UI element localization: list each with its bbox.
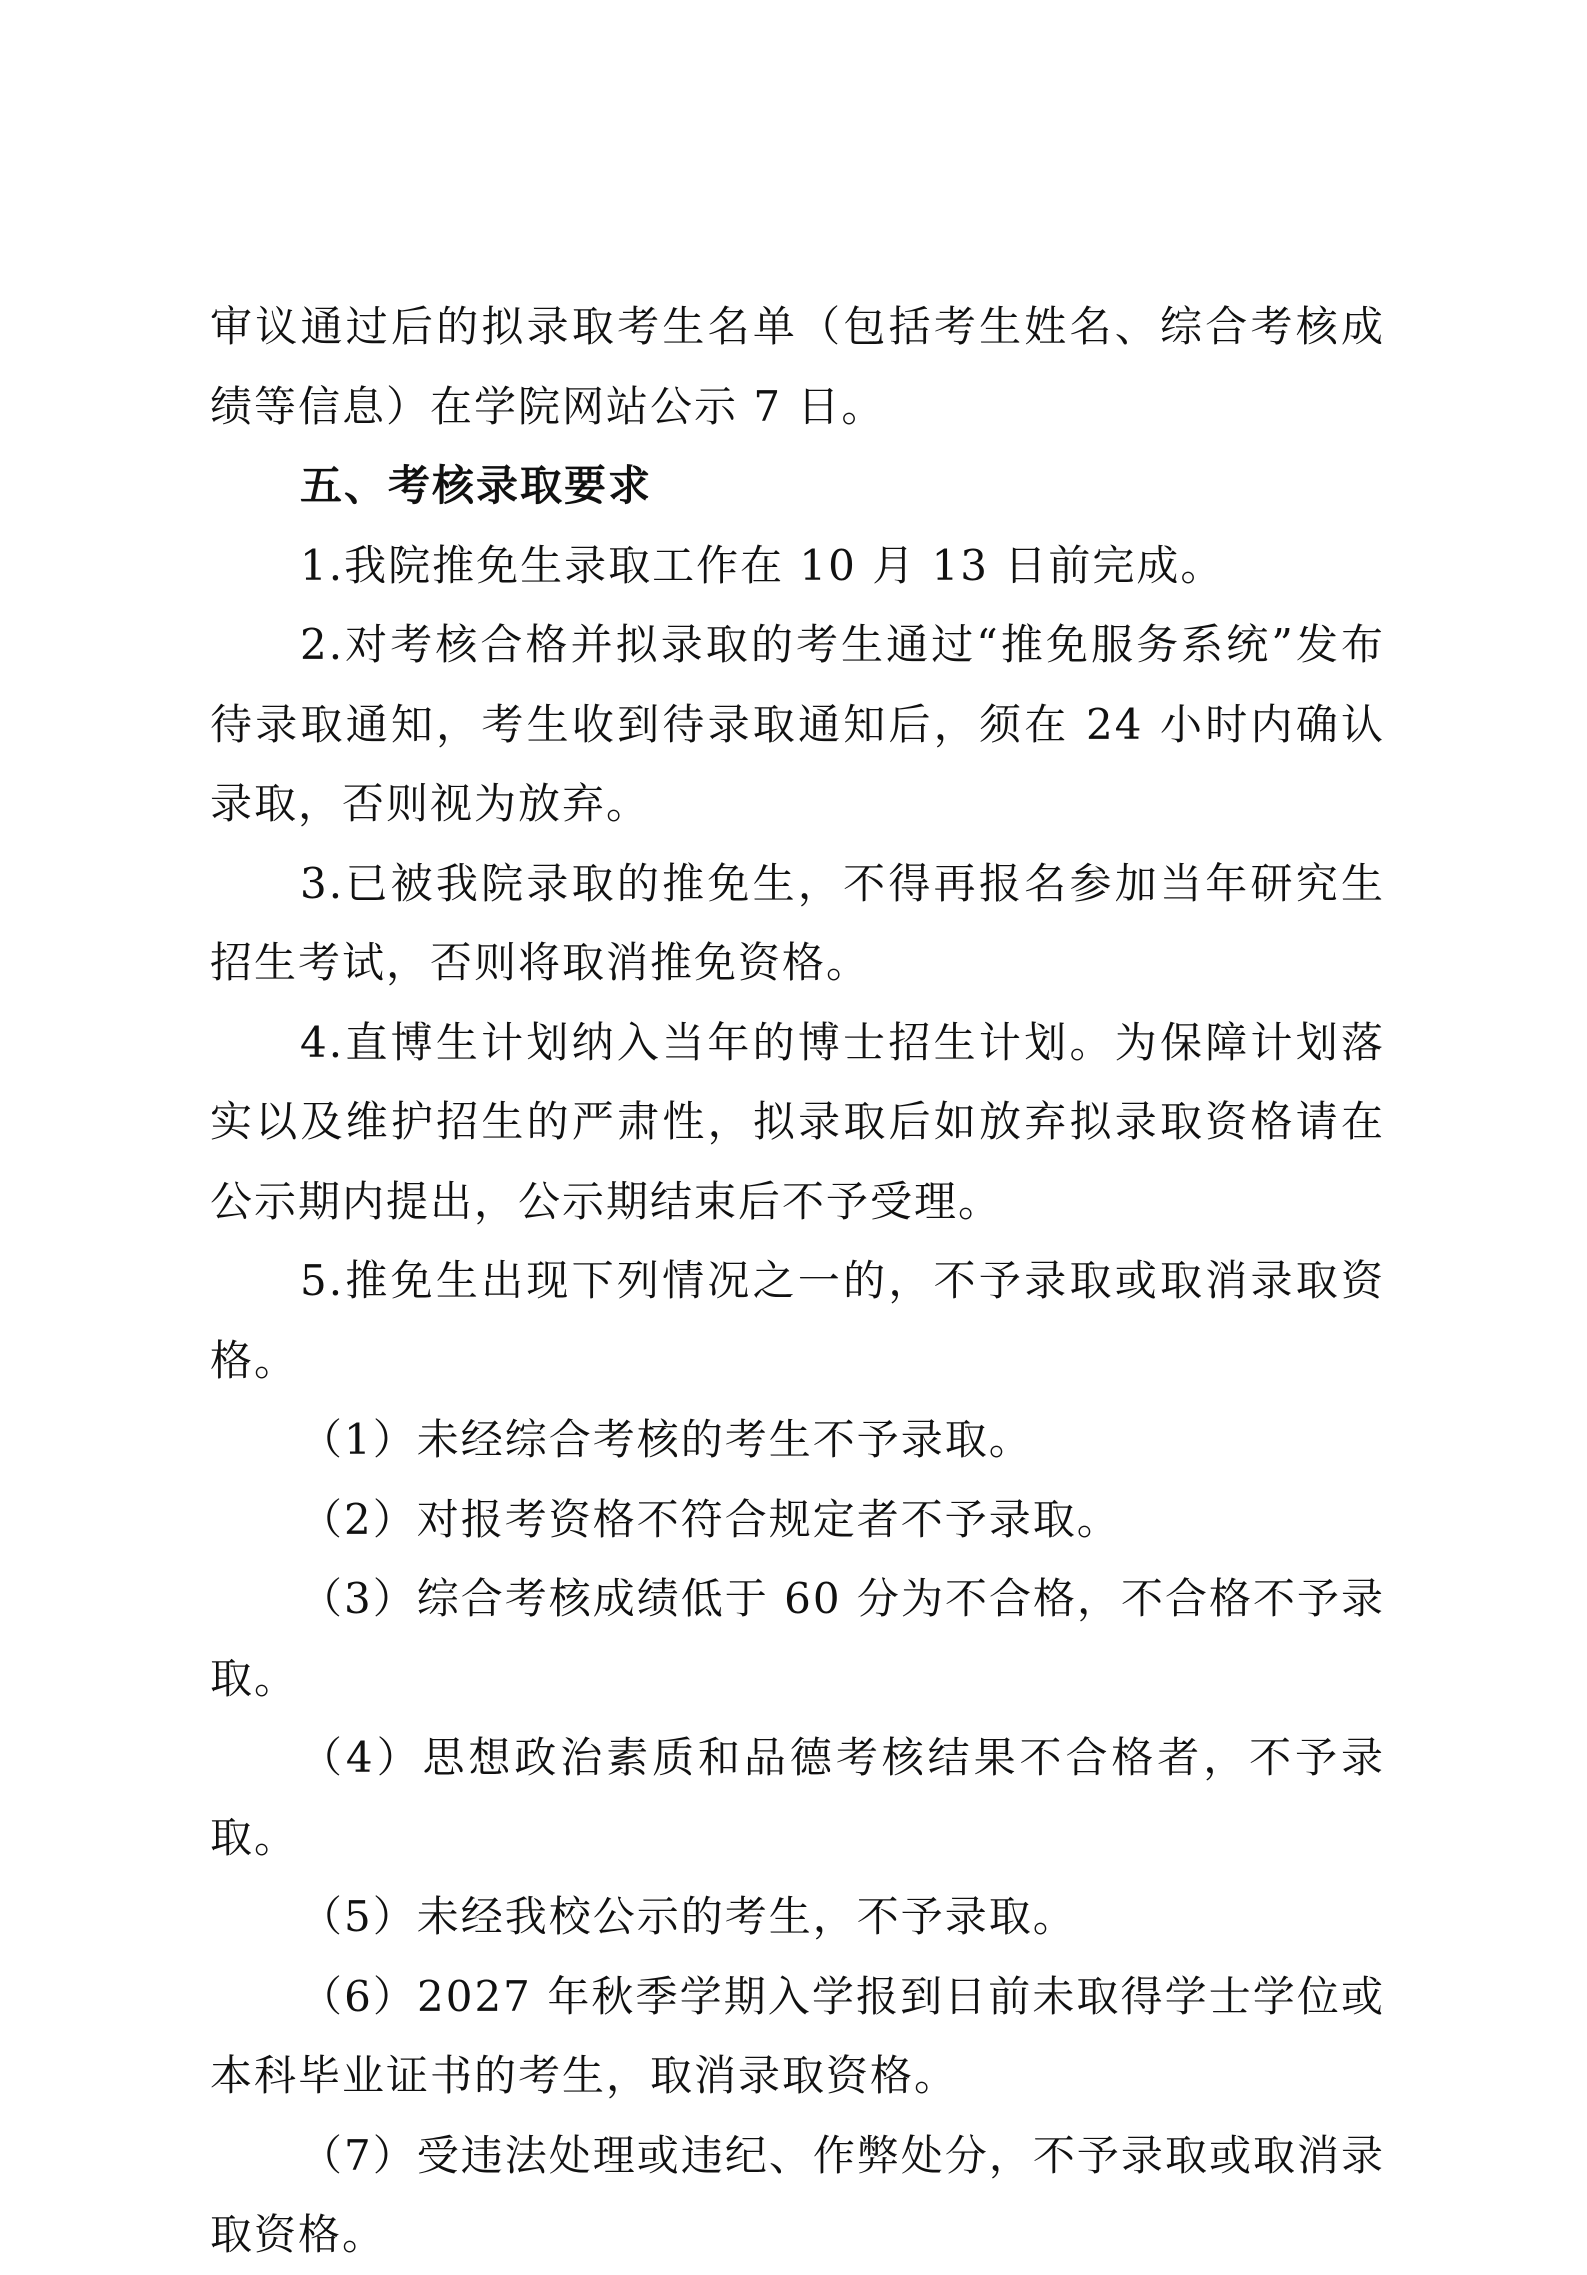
paragraph-item-2: 2.对考核合格并拟录取的考生通过“推免服务系统”发布待录取通知，考生收到待录取通知后，须在 24 小时内确认录取，否则视为放弃。 <box>210 620 1385 828</box>
sub-item-7: （7）受违法处理或违纪、作弊处分，不予录取或取消录取资格。 <box>210 2130 1385 2259</box>
paragraph-item-3: 3.已被我院录取的推免生，不得再报名参加当年研究生招生考试，否则将取消推免资格。 <box>210 858 1385 987</box>
sub-item-3: （3）综合考核成绩低于 60 分为不合格，不合格不予录取。 <box>210 1574 1385 1703</box>
paragraph-item-5: 5.推免生出现下列情况之一的，不予录取或取消录取资格。 <box>210 1256 1385 1385</box>
paragraph-publicity: 审议通过后的拟录取考生名单（包括考生姓名、综合考核成绩等信息）在学院网站公示 7 日。 <box>210 302 1385 431</box>
sub-item-1: （1）未经综合考核的考生不予录取。 <box>300 1415 1033 1464</box>
section-heading: 五、考核录取要求 <box>300 461 653 510</box>
document-body <box>210 287 1385 2275</box>
sub-item-6: （6）2027 年秋季学期入学报到日前未取得学士学位或本科毕业证书的考生，取消录取资格。 <box>210 1971 1385 2100</box>
paragraph-item-1: 1.我院推免生录取工作在 10 月 13 日前完成。 <box>300 540 1225 590</box>
sub-item-2: （2）对报考资格不符合规定者不予录取。 <box>300 1494 1121 1544</box>
sub-item-5: （5）未经我校公示的考生，不予录取。 <box>300 1892 1077 1941</box>
sub-item-4: （4）思想政治素质和品德考核结果不合格者，不予录取。 <box>210 1733 1385 1862</box>
paragraph-item-4: 4.直博生计划纳入当年的博士招生计划。为保障计划落实以及维护招生的严肃性，拟录取后如放弃拟录取资格请在公示期内提出，公示期结束后不予受理。 <box>210 1017 1385 1226</box>
